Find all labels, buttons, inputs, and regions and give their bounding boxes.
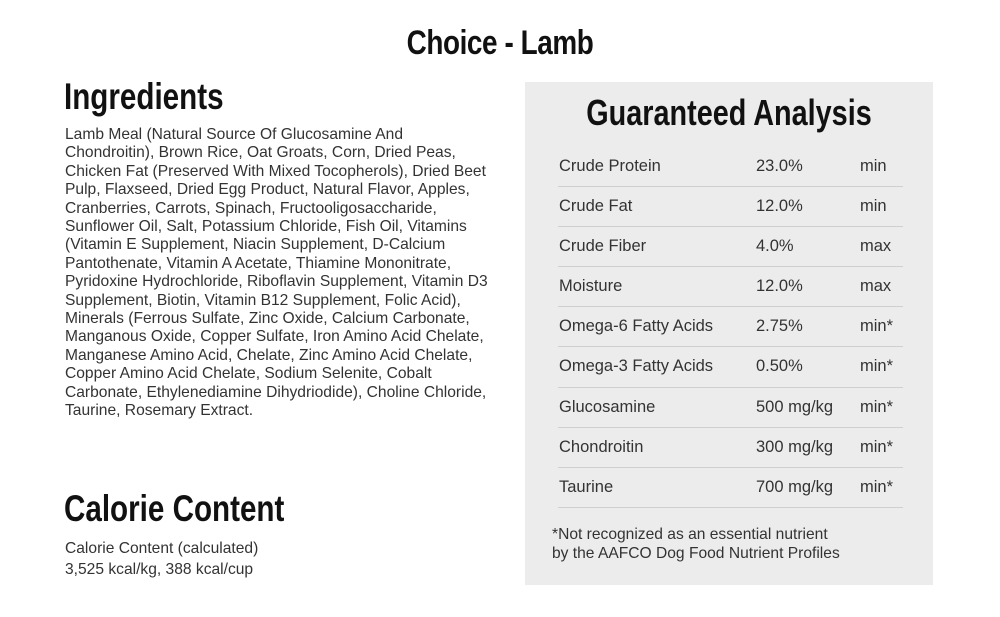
nutrient-qualifier: max [860,237,892,256]
analysis-footnote [552,525,922,563]
analysis-row [558,267,903,307]
nutrient-value: 500 mg/kg [756,397,834,416]
calorie-content-heading: Calorie Content [64,488,285,529]
nutrient-qualifier: min [860,157,887,175]
nutrient-value: 4.0% [756,237,794,256]
nutrient-value: 0.50% [756,357,803,376]
analysis-row [558,307,903,347]
nutrient-name: Moisture [559,277,623,296]
nutrient-value: 23.0% [756,157,803,175]
nutrient-value: 2.75% [756,317,803,336]
guaranteed-analysis-heading: Guaranteed Analysis [586,92,872,133]
nutrient-name: Chondroitin [559,437,644,456]
nutrient-name: Glucosamine [559,397,656,416]
calorie-content-details [65,538,495,580]
calorie-content-value: 3,525 kcal/kg, 388 kcal/cup [65,561,254,578]
nutrient-qualifier: min* [860,437,894,456]
footnote-line: by the AAFCO Dog Food Nutrient Profiles [552,545,840,562]
nutrient-value: 700 mg/kg [756,477,834,496]
analysis-row [558,147,903,187]
nutrient-qualifier: min* [860,357,894,376]
nutrient-name: Taurine [559,477,614,496]
page-title: Choice - Lamb [406,24,594,62]
analysis-row [558,388,903,428]
nutrient-name: Crude Protein [559,157,661,175]
nutrient-value: 12.0% [756,197,803,216]
nutrient-qualifier: min* [860,397,894,416]
nutrient-name: Omega-6 Fatty Acids [559,317,714,336]
nutrient-qualifier: max [860,277,892,296]
calorie-content-label: Calorie Content (calculated) [65,540,259,557]
analysis-row [558,227,903,267]
nutrient-value: 300 mg/kg [756,437,834,456]
nutrient-value: 12.0% [756,277,803,296]
guaranteed-analysis-panel [525,82,933,585]
nutrient-qualifier: min* [860,477,894,496]
guaranteed-analysis-table [558,147,903,508]
nutrient-qualifier: min [860,197,887,216]
nutrient-name: Crude Fiber [559,237,647,256]
analysis-row [558,428,903,468]
analysis-row [558,347,903,387]
analysis-row [558,187,903,227]
analysis-row [558,468,903,508]
footnote-line: *Not recognized as an essential nutrient [552,526,828,543]
nutrient-qualifier: min* [860,317,894,336]
nutrient-name: Omega-3 Fatty Acids [559,357,714,376]
ingredients-heading: Ingredients [64,76,224,117]
nutrient-name: Crude Fat [559,197,633,216]
ingredients-list: Lamb Meal (Natural Source Of Glucosamine And Chondroitin), Brown Rice, Oat Groats, Corn, Dried Peas, Chicken Fat (Preserved With Mixed Tocopherols), Dried Beet Pulp, Flaxseed, Dried Egg Product, Natural Flavor, Apples, Cranberries, Carrots, Spinach, Fructooligosaccharide, Sunflower Oil, Salt, Potassium Chloride, Fish Oil, Vitamins (Vitamin E Supplement, Niacin Supplement, D-Calcium Pantothenate, Vitamin A Acetate, Thiamine Mononitrate, Pyridoxine Hydrochloride, Riboflavin Supplement, Vitamin D3 Supplement, Biotin, Vitamin B12 Supplement, Folic Acid), Minerals (Ferrous Sulfate, Zinc Oxide, Calcium Carbonate, Manganous Oxide, Copper Sulfate, Iron Amino Acid Chelate, Manganese Amino Acid, Chelate, Zinc Amino Acid Chelate, Copper Amino Acid Chelate, Sodium Selenite, Cobalt Carbonate, Ethylenediamine Dihydriodide), Choline Chloride, Taurine, Rosemary Extract. [65,126,488,420]
